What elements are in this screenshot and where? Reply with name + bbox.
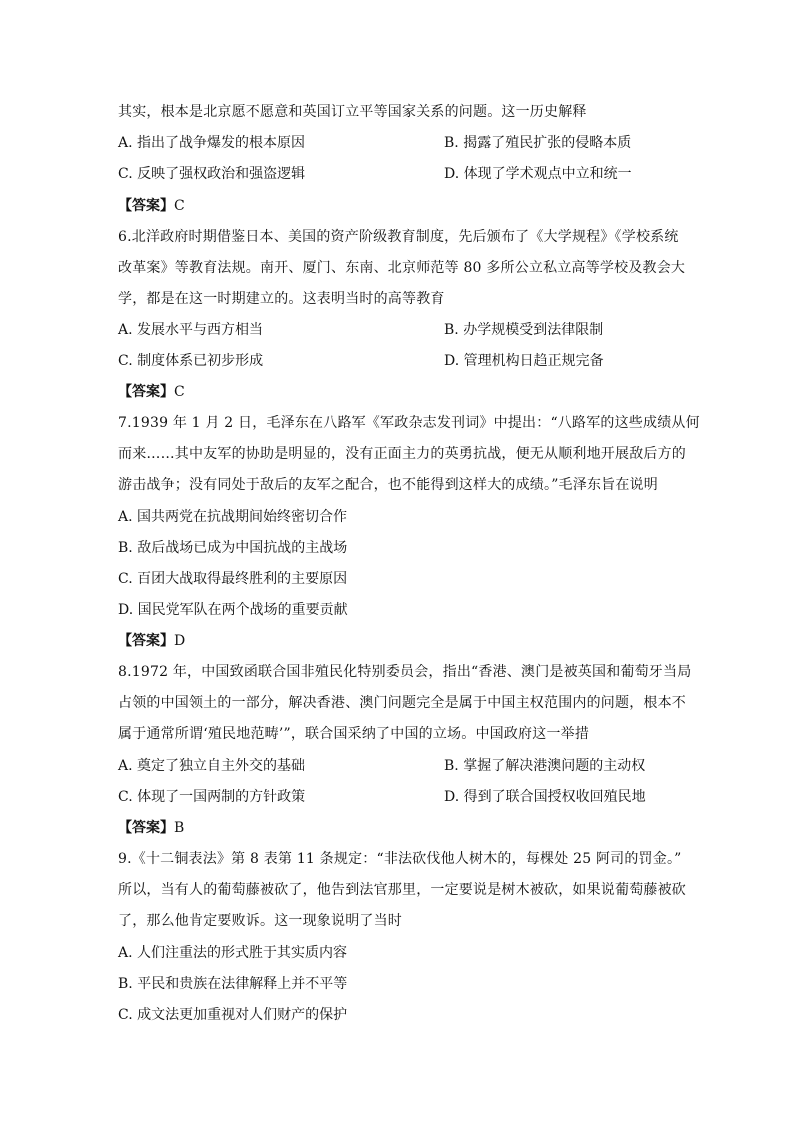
q8-option-a: A. 奠定了独立自主外交的基础 [118,758,306,774]
q9-stem-line-1: 9.《十二铜表法》第 8 表第 11 条规定：“非法砍伐他人树木的，每棵处 25 阿司的罚金。” [118,851,682,867]
q6-answer-value: C [174,384,185,400]
q9-option-c: C. 成文法更加重视对人们财产的保护 [118,1007,348,1023]
q6-stem-line-3: 学，都是在这一时期建立的。这表明当时的高等教育 [118,291,445,307]
q7-option-d: D. 国民党军队在两个战场的重要贡献 [118,602,348,618]
q8-option-c: C. 体现了一国两制的方针政策 [118,789,306,805]
q6-option-c: C. 制度体系已初步形成 [118,353,264,369]
q8-answer-value: B [174,820,185,836]
q6-option-b: B. 办学规模受到法律限制 [444,322,604,338]
q6-answer [118,382,185,402]
q8-stem-line-2: 占领的中国领土的一部分，解决香港、澳门问题完全是属于中国主权范围内的问题，根本不 [118,695,686,711]
q5-option-b: B. 揭露了殖民扩张的侵略本质 [444,135,632,151]
q8-stem-line-3: 属于通常所谓‘殖民地范畴’”，联合国采纳了中国的立场。中国政府这一举措 [118,726,590,742]
q9-option-b: B. 平民和贵族在法律解释上并不平等 [118,976,348,992]
q8-option-b: B. 掌握了解决港澳问题的主动权 [444,758,646,774]
q9-stem-line-3: 了，那么他肯定要败诉。这一现象说明了当时 [118,913,402,929]
q6-answer-label: 【答案】 [118,384,174,400]
q7-option-c: C. 百团大战取得最终胜利的主要原因 [118,571,348,587]
q5-stem-line: 其实，根本是北京愿不愿意和英国订立平等国家关系的问题。这一历史解释 [118,104,587,120]
q7-answer [118,631,185,651]
q7-answer-value: D [174,633,186,649]
q8-answer [118,818,184,838]
q6-stem-line-2: 改革案》等教育法规。南开、厦门、东南、北京师范等 80 多所公立私立高等学校及教会大 [118,260,686,276]
q7-option-a: A. 国共两党在抗战期间始终密切合作 [118,509,348,525]
q5-answer-label: 【答案】 [118,198,174,214]
q5-answer [118,196,185,216]
q7-option-b: B. 敌后战场已成为中国抗战的主战场 [118,540,348,556]
q6-option-d: D. 管理机构日趋正规完备 [444,353,604,369]
q7-stem-line-1: 7.1939 年 1 月 2 日，毛泽东在八路军《军政杂志发刊词》中提出：“八路军的这些成绩从何 [118,415,700,431]
q7-answer-label: 【答案】 [118,633,174,649]
q6-option-a: A. 发展水平与西方相当 [118,322,264,338]
q9-stem-line-2: 所以，当有人的葡萄藤被砍了，他告到法官那里，一定要说是树木被砍，如果说葡萄藤被砍 [118,882,686,898]
q6-stem-line-1: 6.北洋政府时期借鉴日本、美国的资产阶级教育制度，先后颁布了《大学规程》《学校系统 [118,229,679,245]
q5-answer-value: C [174,198,185,214]
q8-answer-label: 【答案】 [118,820,174,836]
q8-stem-line-1: 8.1972 年，中国致函联合国非殖民化特别委员会，指出“香港、澳门是被英国和葡萄牙当局 [118,664,692,680]
q7-stem-line-2: 而来……其中友军的协助是明显的，没有正面主力的英勇抗战，便无从顺利地开展敌后方的 [118,446,686,462]
q8-option-d: D. 得到了联合国授权收回殖民地 [444,789,646,805]
q9-option-a: A. 人们注重法的形式胜于其实质内容 [118,945,348,961]
q5-option-a: A. 指出了战争爆发的根本原因 [118,135,306,151]
q7-stem-line-3: 游击战争；没有同处于敌后的友军之配合，也不能得到这样大的成绩。”毛泽东旨在说明 [118,477,658,493]
q5-option-c: C. 反映了强权政治和强盗逻辑 [118,166,306,182]
q5-option-d: D. 体现了学术观点中立和统一 [444,166,632,182]
